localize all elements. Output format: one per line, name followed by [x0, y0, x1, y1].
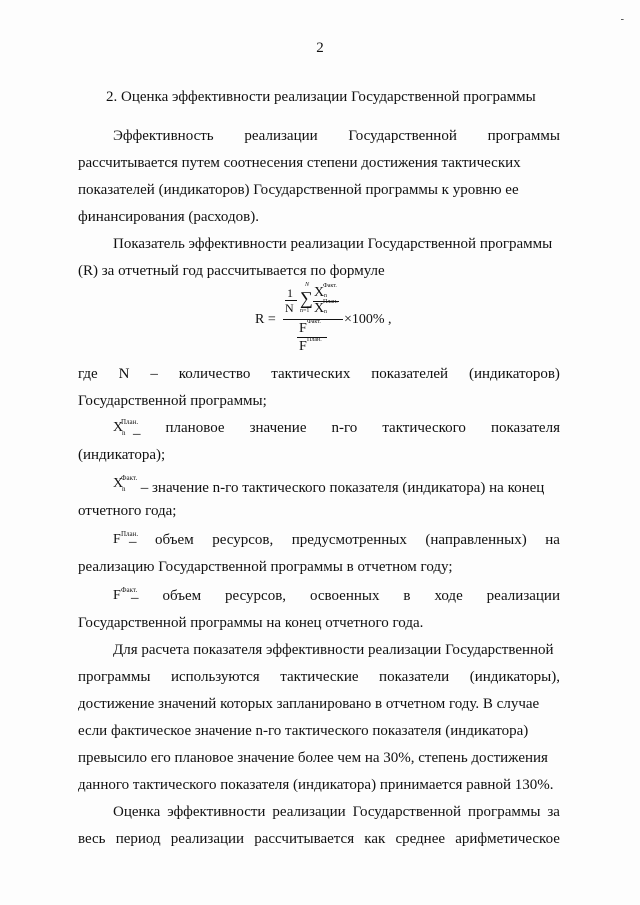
- word: тактических: [271, 366, 351, 382]
- word: программы: [487, 128, 560, 144]
- word: ресурсов,: [212, 532, 274, 548]
- x-plan-sup: План.: [323, 299, 338, 305]
- ffakt-symbol: F Факт.: [113, 586, 138, 603]
- word: плановое: [165, 420, 225, 436]
- para3-line3: достижение значений которых запланировано в отчетном году. В случае: [78, 696, 540, 712]
- fplan-symbol: F План.: [113, 530, 139, 547]
- word: среднее: [395, 831, 446, 847]
- word: (индикаторы),: [469, 669, 560, 685]
- word: ресурсов,: [225, 588, 287, 604]
- para4-line1: [113, 804, 560, 821]
- word: реализации: [170, 831, 245, 847]
- word: предусмотренных: [291, 532, 407, 548]
- word: тактического: [382, 420, 466, 436]
- word: за: [547, 804, 560, 820]
- para1-line2: рассчитывается путем соотнесения степени достижения тактических: [78, 155, 521, 171]
- word: –: [131, 590, 139, 606]
- word: эффективности: [167, 804, 266, 820]
- para4-line2: [78, 831, 560, 848]
- para1-line4: финансирования (расходов).: [78, 209, 259, 225]
- word: объем: [155, 532, 194, 548]
- word: период: [115, 831, 161, 847]
- para3-line5: превысило его плановое значение более чем на 30%, степень достижения: [78, 750, 548, 766]
- word: показателя: [490, 420, 560, 436]
- def-fplan-line1: [113, 532, 560, 551]
- def-n-line1: [78, 366, 560, 383]
- page-number: 2: [316, 40, 324, 56]
- word: рассчитывается: [254, 831, 355, 847]
- def-ffakt-line1: [113, 588, 560, 607]
- word: в: [403, 588, 411, 604]
- formula-lhs: R =: [255, 312, 276, 327]
- word: ходе: [434, 588, 463, 604]
- word: –: [133, 426, 141, 442]
- word: –: [150, 366, 158, 382]
- word: количество: [178, 366, 251, 382]
- word: объем: [162, 588, 202, 604]
- word: реализации: [272, 804, 346, 820]
- word: программы: [468, 804, 541, 820]
- def-xfakt-text: – значение n-го тактического показателя (индикатора) на конец: [140, 480, 545, 496]
- word: Оценка: [113, 804, 161, 820]
- xfakt-symbol: X Факт. n: [113, 474, 138, 493]
- word: тактические: [280, 669, 359, 685]
- x-fakt-sup: Факт.: [323, 283, 337, 289]
- f-fakt: F: [299, 321, 307, 336]
- sum-top: N: [305, 282, 310, 288]
- word: как: [364, 831, 386, 847]
- word: весь: [78, 831, 106, 847]
- word: n-го: [331, 420, 358, 436]
- word: Эффективность: [113, 128, 214, 144]
- word: на: [545, 532, 560, 548]
- para1-line1: [113, 128, 560, 145]
- f-fakt-sup: Факт.: [307, 319, 321, 325]
- x-fakt-num: X: [314, 285, 325, 300]
- para3-line4: если фактическое значение n-го тактического показателя (индикатора): [78, 723, 529, 739]
- word: используются: [170, 669, 260, 685]
- x-fakt-sub: n: [324, 293, 327, 299]
- word: программы: [78, 669, 151, 685]
- def-ffakt-line2: Государственной программы на конец отчетного года.: [78, 615, 424, 631]
- def-fplan-line2: реализацию Государственной программы в отчетном году;: [78, 559, 453, 575]
- formula-n-count: N: [285, 301, 294, 315]
- word: –: [129, 534, 137, 550]
- section-heading: 2. Оценка эффективности реализации Государственной программы: [106, 89, 536, 105]
- para1-line3: показателей (индикаторов) Государственной программы к уровню ее: [78, 182, 519, 198]
- word: реализации: [486, 588, 560, 604]
- word: Государственной: [352, 804, 462, 820]
- formula-times: ×100% ,: [344, 312, 392, 327]
- sum-bottom: n=1: [300, 308, 310, 314]
- xplan-symbol: X План. n: [113, 418, 139, 437]
- xplan-group: [113, 420, 141, 443]
- word: (индикаторов): [468, 366, 560, 382]
- para3-line6: данного тактического показателя (индикатора) принимается равной 130%.: [78, 777, 554, 793]
- word: значение: [249, 420, 307, 436]
- para3-line2: [78, 669, 560, 686]
- para2-line2: (R) за отчетный год рассчитывается по формуле: [78, 263, 385, 279]
- efficiency-formula: [255, 284, 395, 356]
- corner-mark: -: [620, 14, 624, 25]
- word: показатели: [379, 669, 450, 685]
- para3-line1: Для расчета показателя эффективности реализации Государственной: [113, 642, 554, 658]
- fplan-group: [113, 532, 137, 551]
- word: (направленных): [425, 532, 527, 548]
- word: показателей: [371, 366, 449, 382]
- word: реализации: [244, 128, 318, 144]
- x-plan-sub: n: [324, 309, 327, 315]
- word: арифметическое: [455, 831, 560, 847]
- sum-symbol: ∑: [300, 288, 313, 308]
- word: N: [118, 366, 130, 382]
- ffakt-group: [113, 588, 139, 607]
- word: освоенных: [309, 588, 380, 604]
- def-xplan-line1: [113, 420, 560, 443]
- f-plan-sup: План.: [307, 337, 322, 343]
- def-xplan-line2: (индикатора);: [78, 447, 166, 463]
- def-xfakt-line2: отчетного года;: [78, 503, 177, 519]
- formula-one: 1: [287, 286, 293, 300]
- x-plan-den: X: [314, 301, 325, 316]
- para2-line1: Показатель эффективности реализации Государственной программы: [113, 236, 553, 252]
- def-xfakt-line1: [113, 476, 544, 497]
- word: где: [78, 366, 98, 382]
- def-n-line2: Государственной программы;: [78, 393, 267, 409]
- f-plan: F: [299, 339, 307, 354]
- word: Государственной: [348, 128, 457, 144]
